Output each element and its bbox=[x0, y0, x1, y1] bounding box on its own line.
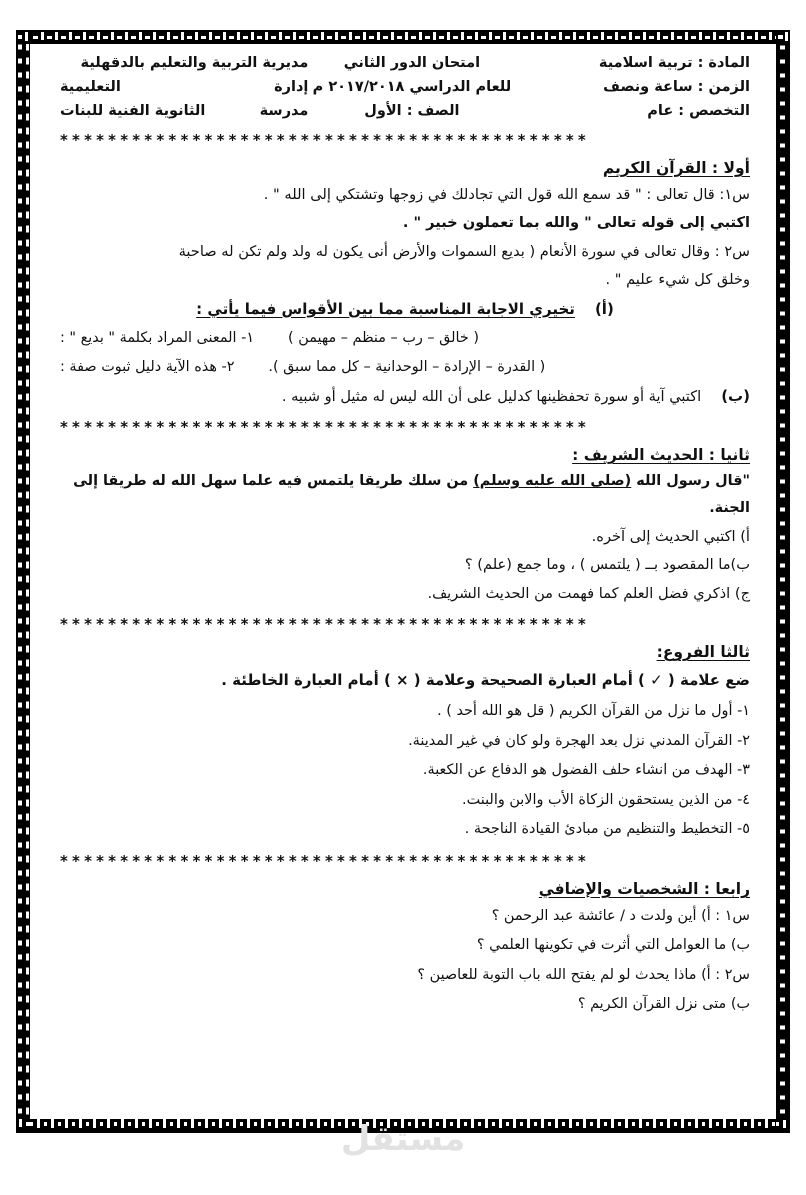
header-subject-cell: المادة : تربية اسلامية bbox=[598, 55, 750, 71]
header-school-cell bbox=[60, 100, 308, 124]
furou-instruction: ضع علامة ( ✓ ) أمام العبارة الصحيحة وعلامة ( × ) أمام العبارة الخاطئة . bbox=[221, 671, 750, 690]
quran-question-2-line-1: س٢ : وقال تعالى في سورة الأنعام ( بديع السموات والأرض أنى يكون له ولد ولم تكن له صاحبة bbox=[178, 242, 750, 260]
personalities-item: ب) متى نزل القرآن الكريم ؟ bbox=[577, 996, 750, 1013]
section-hadith-heading: ثانيا : الحديث الشريف : bbox=[572, 446, 750, 465]
quran-part-b-row bbox=[60, 382, 750, 411]
hadith-text bbox=[60, 468, 750, 523]
header-administration-value: التعليمية bbox=[60, 78, 121, 95]
section-personalities bbox=[60, 880, 750, 1020]
furou-item: ٣- الهدف من انشاء حلف الفضول هو الدفاع عن الكعبة. bbox=[422, 762, 750, 779]
quran-mcq-2-options: ( القدرة – الإرادة – الوحدانية – كل مما سبق ). bbox=[268, 358, 546, 375]
section-furou bbox=[60, 643, 750, 845]
quran-mcq-item bbox=[60, 324, 750, 353]
header-directorate-cell: مديرية التربية والتعليم بالدقهلية bbox=[80, 55, 309, 71]
header-row-3 bbox=[60, 100, 750, 124]
section-hadith bbox=[60, 446, 750, 608]
header-exam-title-cell: امتحان الدور الثاني bbox=[343, 55, 481, 71]
section-quran-heading: أولا : القرآن الكريم bbox=[602, 158, 750, 177]
quran-question-1-instruction: اكتبي إلى قوله تعالى " والله بما تعملون خبير " . bbox=[402, 214, 750, 232]
header-administration-label: إدارة bbox=[274, 78, 309, 95]
section-separator-3: ******************************************** bbox=[60, 617, 590, 634]
personalities-item: س١ : أ) أين ولدت د / عائشة عبد الرحمن ؟ bbox=[491, 907, 750, 924]
quran-part-a-instruction: تخيري الاجابة المناسبة مما بين الأقواس فيما يأتي : bbox=[196, 299, 575, 318]
quran-mcq-item bbox=[60, 353, 750, 382]
quran-mcq-1-options: ( خالق – رب – منظم – مهيمن ) bbox=[288, 330, 480, 347]
hadith-item-b: ب)ما المقصود بــ ( يلتمس ) ، وما جمع (علم) ؟ bbox=[464, 556, 750, 574]
hadith-item-c: ج) اذكري فضل العلم كما فهمت من الحديث الشريف. bbox=[427, 584, 750, 602]
quran-part-a-marker: (أ) bbox=[594, 299, 614, 318]
hadith-text-pre: "قال رسول الله bbox=[631, 473, 750, 490]
quran-mcq-2-stem: ٢- هذه الآية دليل ثبوت صفة : bbox=[60, 358, 235, 375]
quran-mcq-list bbox=[60, 324, 750, 382]
quran-question-1: س١: قال تعالى : " قد سمع الله قول التي تجادلك في زوجها وتشتكي إلى الله " . bbox=[263, 185, 750, 203]
header-school-value: الثانوية الفنية للبنات bbox=[60, 102, 206, 119]
quran-part-b-marker: (ب) bbox=[721, 386, 750, 405]
furou-item: ١- أول ما نزل من القرآن الكريم ( قل هو الله أحد ) . bbox=[437, 703, 750, 720]
header-grade-cell: الصف : الأول bbox=[364, 102, 460, 119]
hadith-text-underlined: (صلى الله عليه وسلم) bbox=[473, 473, 632, 490]
quran-part-a-instruction-row bbox=[60, 295, 750, 324]
section-separator-1: ******************************************** bbox=[60, 132, 590, 149]
header-row-1 bbox=[60, 52, 750, 76]
furou-item: ٢- القرآن المدني نزل بعد الهجرة ولو كان في غير المدينة. bbox=[408, 732, 750, 749]
section-personalities-heading: رابعا : الشخصيات والإضافي bbox=[538, 879, 750, 898]
quran-part-b-text: اكتبي آية أو سورة تحفظينها كدليل على أن الله ليس له مثيل أو شبيه . bbox=[281, 387, 702, 405]
section-furou-heading: ثالثا الفروع: bbox=[656, 643, 750, 662]
section-separator-2: ******************************************** bbox=[60, 420, 590, 437]
quran-mcq-1-stem: ١- المعنى المراد بكلمة " بديع " : bbox=[60, 330, 255, 347]
hadith-text-post: من سلك طريقا يلتمس فيه علما سهل الله له طريقا إلى الجنة. bbox=[73, 473, 750, 517]
header-row-2 bbox=[60, 76, 750, 100]
header-academic-year-cell: للعام الدراسي ٢٠١٧/٢٠١٨ م bbox=[312, 78, 512, 95]
personalities-item: س٢ : أ) ماذا يحدث لو لم يفتح الله باب التوبة للعاصين ؟ bbox=[417, 966, 750, 983]
furou-item: ٥- التخطيط والتنظيم من مبادئ القيادة الناجحة . bbox=[464, 821, 750, 838]
header-administration-cell bbox=[60, 76, 308, 100]
exam-header bbox=[60, 52, 750, 124]
header-school-label: مدرسة bbox=[259, 102, 309, 119]
header-time-cell: الزمن : ساعة ونصف bbox=[603, 78, 750, 95]
furou-item: ٤- من الذين يستحقون الزكاة الأب والابن والبنت. bbox=[462, 791, 750, 808]
header-specialization-cell: التخصص : عام bbox=[647, 102, 750, 119]
personalities-item: ب) ما العوامل التي أثرت في تكوينها العلمي ؟ bbox=[476, 937, 750, 954]
quran-question-2-line-2: وخلق كل شيء عليم " . bbox=[605, 271, 750, 289]
site-watermark: مستقل bbox=[340, 1119, 466, 1159]
section-quran bbox=[60, 159, 750, 411]
section-separator-4: ******************************************** bbox=[60, 853, 590, 870]
hadith-item-a: أ) اكتبي الحديث إلى آخره. bbox=[591, 527, 750, 545]
document-content bbox=[60, 52, 750, 1020]
